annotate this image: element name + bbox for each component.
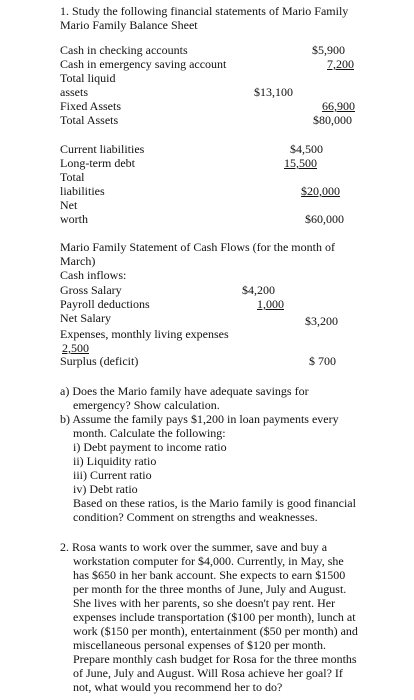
question-b-iii: iii) Current ratio	[73, 468, 152, 482]
current-liabilities-label: Current liabilities	[60, 142, 145, 156]
question-b-i: i) Debt payment to income ratio	[73, 440, 227, 454]
gross-salary-label: Gross Salary	[60, 283, 122, 297]
total-liquid-label-line1: Total liquid	[60, 71, 116, 85]
cash-emergency-value: 7,200	[327, 57, 354, 71]
question-2-line: per month for the three months of June, July and August.	[73, 582, 347, 596]
expenses-label: Expenses, monthly living expenses	[60, 327, 229, 341]
question-b-based-line2: condition? Comment on strengths and weaknesses.	[73, 510, 318, 524]
question-b-based-line1: Based on these ratios, is the Mario family is good financial	[73, 496, 356, 510]
question-2-line: expenses include transportation ($100 per month), lunch at	[73, 610, 356, 624]
fixed-assets-value: 66,900	[322, 99, 355, 113]
question-2-line: has $650 in her bank account. She expects to earn $1500	[73, 568, 346, 582]
question-2-line: not, what would you recommend her to do?	[73, 680, 283, 694]
long-term-debt-label: Long-term debt	[60, 156, 135, 170]
question-2-line: miscellaneous personal expenses of $120 per month.	[73, 638, 326, 652]
cash-checking-label: Cash in checking accounts	[60, 43, 188, 57]
total-liabilities-label-line1: Total	[60, 170, 85, 184]
payroll-deductions-value: 1,000	[257, 297, 284, 311]
surplus-value: $ 700	[309, 354, 336, 368]
cash-flow-title-line1: Mario Family Statement of Cash Flows (for the month of	[60, 240, 335, 254]
question-2-line: work ($150 per month), entertainment ($50 per month) and	[73, 624, 358, 638]
gross-salary-value: $4,200	[242, 283, 275, 297]
total-liquid-label-line2: assets	[60, 85, 88, 99]
question-b-ii: ii) Liquidity ratio	[73, 454, 157, 468]
total-liabilities-label-line2: liabilities	[60, 184, 105, 198]
net-worth-value: $60,000	[305, 212, 344, 226]
question-2-line: Prepare monthly cash budget for Rosa for the three months	[73, 652, 357, 666]
cash-checking-value: $5,900	[312, 43, 345, 57]
total-assets-label: Total Assets	[60, 113, 119, 127]
net-worth-label-line2: worth	[60, 212, 88, 226]
question-1-title: 1. Study the following financial statements of Mario Family	[60, 4, 349, 18]
net-worth-label-line1: Net	[60, 198, 78, 212]
question-a-line1: a) Does the Mario family have adequate savings for	[60, 384, 309, 398]
expenses-value: 2,500	[62, 341, 89, 355]
surplus-label: Surplus (deficit)	[60, 354, 139, 368]
question-b-iv: iv) Debt ratio	[73, 482, 138, 496]
question-2-line: She lives with her parents, so she doesn't pay rent. Her	[73, 596, 336, 610]
question-a-line2: emergency? Show calculation.	[73, 398, 220, 412]
fixed-assets-label: Fixed Assets	[60, 99, 122, 113]
total-liquid-value: $13,100	[254, 85, 293, 99]
question-2-line: 2. Rosa wants to work over the summer, save and buy a	[60, 540, 328, 554]
cash-emergency-label: Cash in emergency saving account	[60, 57, 227, 71]
total-liabilities-value: $20,000	[301, 184, 340, 198]
cash-flow-title-line2: March)	[60, 254, 96, 268]
question-2-line: workstation computer for $4,000. Currently, in May, she	[73, 554, 344, 568]
question-b-line1: b) Assume the family pays $1,200 in loan payments every	[60, 412, 339, 426]
payroll-deductions-label: Payroll deductions	[60, 297, 150, 311]
question-b-line2: month. Calculate the following:	[73, 426, 226, 440]
net-salary-label: Net Salary	[60, 311, 111, 325]
current-liabilities-value: $4,500	[290, 142, 323, 156]
question-2-line: of June, July and August. Will Rosa achieve her goal? If	[73, 666, 343, 680]
cash-inflows-label: Cash inflows:	[60, 268, 127, 282]
total-assets-value: $80,000	[313, 113, 352, 127]
net-salary-value: $3,200	[305, 314, 338, 328]
long-term-debt-value: 15,500	[284, 156, 317, 170]
balance-sheet-title: Mario Family Balance Sheet	[60, 18, 198, 32]
